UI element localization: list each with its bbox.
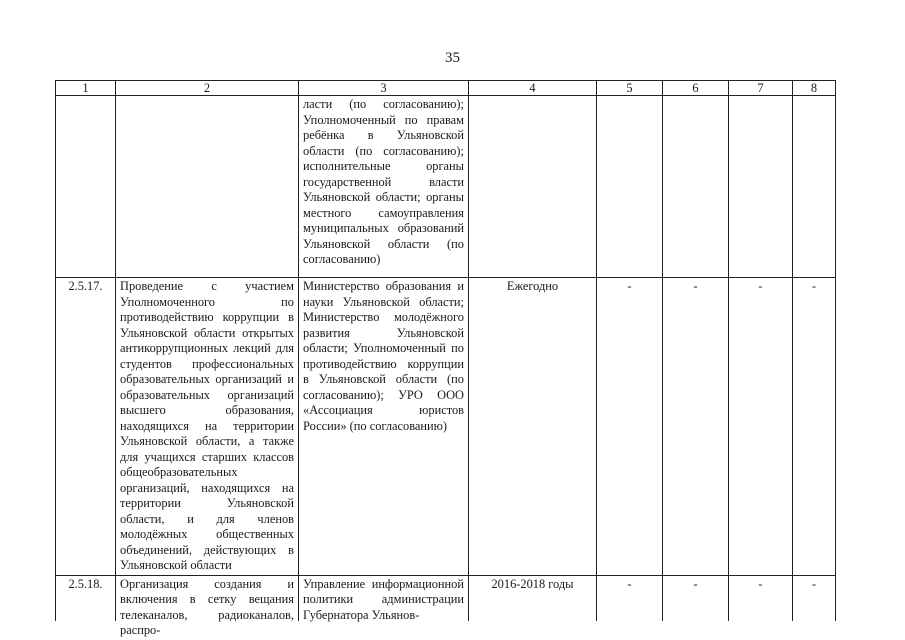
term-cell xyxy=(469,96,597,278)
desc-cell: Проведение с участием Уполномоченного по противодействию коррупции в Ульяновской области открытых антикоррупционных лекций для студентов профессиональных образовательных организаций и образовательных организаций высшего образования, находящихся на территории Ульяновской области, а также для учащихся старших классов общеобразовательных организаций, находящихся на территории Ульяновской области, и для членов молодёжных общественных объединений, действующих в Ульяновской области xyxy=(116,278,299,576)
value-cell: - xyxy=(793,278,836,576)
executors-cell: Министерство образования и науки Ульяновской области; Министерство молодёжного развития Ульяновской области; Уполномоченный по противодействию коррупции в Ульяновской области (по согласованию); УРО ООО «Ассоциация юристов России» (по согласованию) xyxy=(299,278,469,576)
value-cell: - xyxy=(793,575,836,621)
term-cell: 2016-2018 годы xyxy=(469,575,597,621)
value-cell xyxy=(663,96,729,278)
header-cell: 5 xyxy=(597,81,663,96)
page-number: 35 xyxy=(445,50,460,66)
desc-cell xyxy=(116,575,299,637)
executors-cell xyxy=(299,575,469,621)
num-cell xyxy=(56,96,116,278)
header-cell: 8 xyxy=(793,81,836,96)
plan-table xyxy=(55,80,836,637)
num-text: 2.5.18. xyxy=(68,576,103,591)
header-cell: 2 xyxy=(116,81,299,96)
executors-text: Управление информационной политики администрации Губернатора Ульянов- xyxy=(303,576,464,622)
desc-cell xyxy=(116,96,299,278)
table-row xyxy=(56,575,836,621)
value-cell: - xyxy=(729,278,793,576)
header-cell: 4 xyxy=(469,81,597,96)
value-cell: - xyxy=(663,278,729,576)
table-row xyxy=(56,96,836,278)
header-row xyxy=(56,81,836,96)
header-cell: 7 xyxy=(729,81,793,96)
num-cell: 2.5.17. xyxy=(56,278,116,576)
num-cell xyxy=(56,575,116,621)
header-cell: 6 xyxy=(663,81,729,96)
value-cell: - xyxy=(597,575,663,621)
executors-cell: ласти (по согласованию); Уполномоченный по правам ребёнка в Ульяновской области (по согласованию); исполнительные органы государственной власти Ульяновской области; органы местного самоуправления муниципальных образований Ульяновской области (по согласованию) xyxy=(299,96,469,278)
desc-text: Организация создания и включения в сетку вещания телеканалов, радиоканалов, распро- xyxy=(120,576,294,637)
value-cell xyxy=(793,96,836,278)
value-cell xyxy=(597,96,663,278)
value-cell xyxy=(729,96,793,278)
term-cell: Ежегодно xyxy=(469,278,597,576)
value-cell: - xyxy=(597,278,663,576)
table-row xyxy=(56,278,836,576)
value-cell: - xyxy=(729,575,793,621)
header-cell: 3 xyxy=(299,81,469,96)
header-cell: 1 xyxy=(56,81,116,96)
value-cell: - xyxy=(663,575,729,621)
